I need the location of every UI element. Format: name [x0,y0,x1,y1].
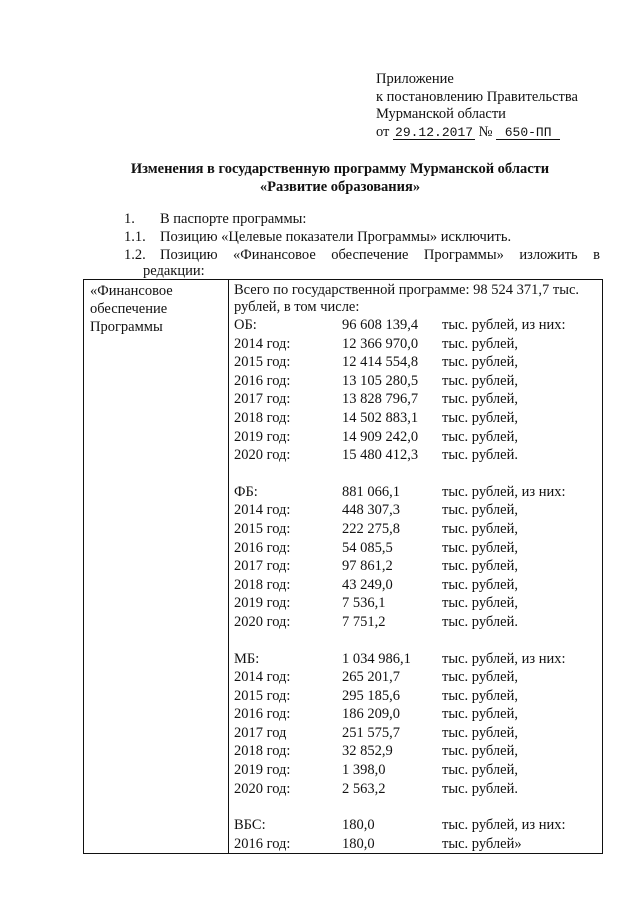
table-row [234,594,598,613]
unit-text: тыс. рублей, [442,428,518,445]
amount-value: 13 828 796,7 [342,391,419,408]
amount-value: 15 480 412,3 [342,447,419,464]
table-row [234,335,598,354]
group-spacer [234,632,598,650]
table-row [234,816,598,835]
table-row [234,446,598,465]
table-row [84,280,603,854]
amount-value: 32 852,9 [342,743,393,760]
financing-table [83,279,603,854]
unit-text: тыс. рублей, [442,372,518,389]
amount-value: 14 909 242,0 [342,428,419,445]
amount-value: 12 414 554,8 [342,354,419,371]
table-row [234,687,598,706]
table-row [234,613,598,632]
unit-text: тыс. рублей, [442,520,518,537]
item-number: 1. [124,211,135,227]
period-label: 2019 год: [234,762,291,779]
list-item [110,228,600,246]
item-continuation: редакции: [143,263,205,279]
amount-value: 265 201,7 [342,669,400,686]
amount-value: 881 066,1 [342,483,400,500]
table-row [234,539,598,558]
unit-text: тыс. рублей, [442,391,518,408]
item-number: 1.1. [124,229,146,245]
unit-text: тыс. рублей, [442,743,518,760]
period-label: 2020 год: [234,613,291,630]
document-title-line1: Изменения в государственную программу Мурманской области [130,161,550,177]
item-text: Позицию «Финансовое обеспечение Программы» изложить в [160,247,600,263]
unit-text: тыс. рублей, [442,335,518,352]
period-label: 2018 год: [234,409,291,426]
document-title-line2: «Развитие образования» [259,179,421,195]
period-label: 2015 год: [234,354,291,371]
unit-text: тыс. рублей, [442,762,518,779]
period-label: МБ: [234,650,260,667]
period-label: 2016 год: [234,372,291,389]
financing-details [229,280,603,854]
unit-text: тыс. рублей, [442,706,518,723]
period-label: 2016 год: [234,539,291,556]
funding-group-ob [234,316,598,465]
funding-group-mb [234,650,598,799]
amount-value: 7 536,1 [342,595,386,612]
amount-value: 2 563,2 [342,780,386,797]
table-row [234,501,598,520]
funding-groups [234,316,598,853]
document-title [60,160,620,196]
resolution-number: 650-ПП [496,126,560,140]
period-label: 2020 год: [234,780,291,797]
appendix-region-line: Мурманской области [376,106,506,122]
unit-text: тыс. рублей, [442,539,518,556]
unit-text: тыс. рублей, из них: [442,483,566,500]
unit-text: тыс. рублей. [442,613,518,630]
period-label: 2015 год: [234,520,291,537]
period-label: 2015 год: [234,687,291,704]
from-label: от [376,123,390,140]
item-text: Позицию «Целевые показатели Программы» исключить. [160,229,512,245]
group-spacer [234,798,598,816]
funding-group-vbs [234,816,598,853]
amount-value: 180,0 [342,835,375,852]
appendix-date-line [376,124,578,142]
table-row [234,557,598,576]
amount-value: 1 398,0 [342,762,386,779]
unit-text: тыс. рублей, [442,576,518,593]
unit-text: тыс. рублей, [442,669,518,686]
period-label: ОБ: [234,317,257,333]
amount-value: 43 249,0 [342,576,393,593]
period-label: 2014 год: [234,502,291,519]
amount-value: 97 861,2 [342,558,393,575]
period-label: 2020 год: [234,447,291,464]
table-row [234,742,598,761]
table-row [234,520,598,539]
period-label: 2016 год: [234,835,291,852]
period-label: 2016 год: [234,706,291,723]
amount-value: 7 751,2 [342,613,386,630]
amount-value: 295 185,6 [342,687,400,704]
table-row [234,724,598,743]
period-label: 2017 год [234,724,287,741]
period-label: 2014 год: [234,669,291,686]
unit-text: тыс. рублей, [442,595,518,612]
table-row [234,409,598,428]
table-row [234,576,598,595]
period-label: 2017 год: [234,558,291,575]
amount-value: 96 608 139,4 [342,317,419,333]
table-row [234,483,598,502]
appendix-header [376,71,578,141]
amount-value: 14 502 883,1 [342,409,419,426]
period-label: 2017 год: [234,391,291,408]
amount-value: 1 034 986,1 [342,650,411,667]
unit-text: тыс. рублей. [442,447,518,464]
period-label: ФБ: [234,483,258,500]
unit-text: тыс. рублей, [442,502,518,519]
table-row [234,353,598,372]
amount-value: 222 275,8 [342,520,400,537]
item-number: 1.2. [124,247,146,263]
row-label: «Финансовое обеспечение Программы [84,280,229,854]
total-financing: Всего по государственной программе: 98 524 371,7 тыс. рублей, в том числе: [234,282,580,315]
appendix-title: Приложение [376,71,454,87]
period-label: ВБС: [234,817,266,834]
amount-value: 448 307,3 [342,502,400,519]
resolution-date: 29.12.2017 [395,124,474,140]
unit-text: тыс. рублей» [442,835,522,852]
unit-text: тыс. рублей. [442,780,518,797]
table-row [234,668,598,687]
unit-text: тыс. рублей, из них: [442,317,566,333]
amount-value: 180,0 [342,817,375,834]
table-row [234,780,598,799]
period-label: 2018 год: [234,576,291,593]
unit-text: тыс. рублей, [442,687,518,704]
unit-text: тыс. рублей, [442,354,518,371]
amount-value: 54 085,5 [342,539,393,556]
period-label: 2014 год: [234,335,291,352]
group-spacer [234,465,598,483]
table-row [234,390,598,409]
amount-value: 13 105 280,5 [342,372,419,389]
items-list [110,210,600,264]
table-row [234,372,598,391]
table-row [234,835,598,854]
table-row [234,316,598,335]
period-label: 2019 год: [234,595,291,612]
amount-value: 251 575,7 [342,724,400,741]
table-row [234,650,598,669]
list-item [110,210,600,228]
number-label: № [478,123,493,140]
period-label: 2018 год: [234,743,291,760]
unit-text: тыс. рублей, [442,724,518,741]
table-row [234,761,598,780]
funding-group-fb [234,483,598,632]
unit-text: тыс. рублей, [442,558,518,575]
item-text: В паспорте программы: [160,211,307,227]
list-item [110,246,600,264]
period-label: 2019 год: [234,428,291,445]
amount-value: 186 209,0 [342,706,400,723]
table-row [234,428,598,447]
unit-text: тыс. рублей, из них: [442,650,566,667]
unit-text: тыс. рублей, [442,409,518,426]
unit-text: тыс. рублей, из них: [442,817,566,834]
amount-value: 12 366 970,0 [342,335,419,352]
table-row [234,705,598,724]
appendix-resolution-line: к постановлению Правительства [376,88,578,105]
